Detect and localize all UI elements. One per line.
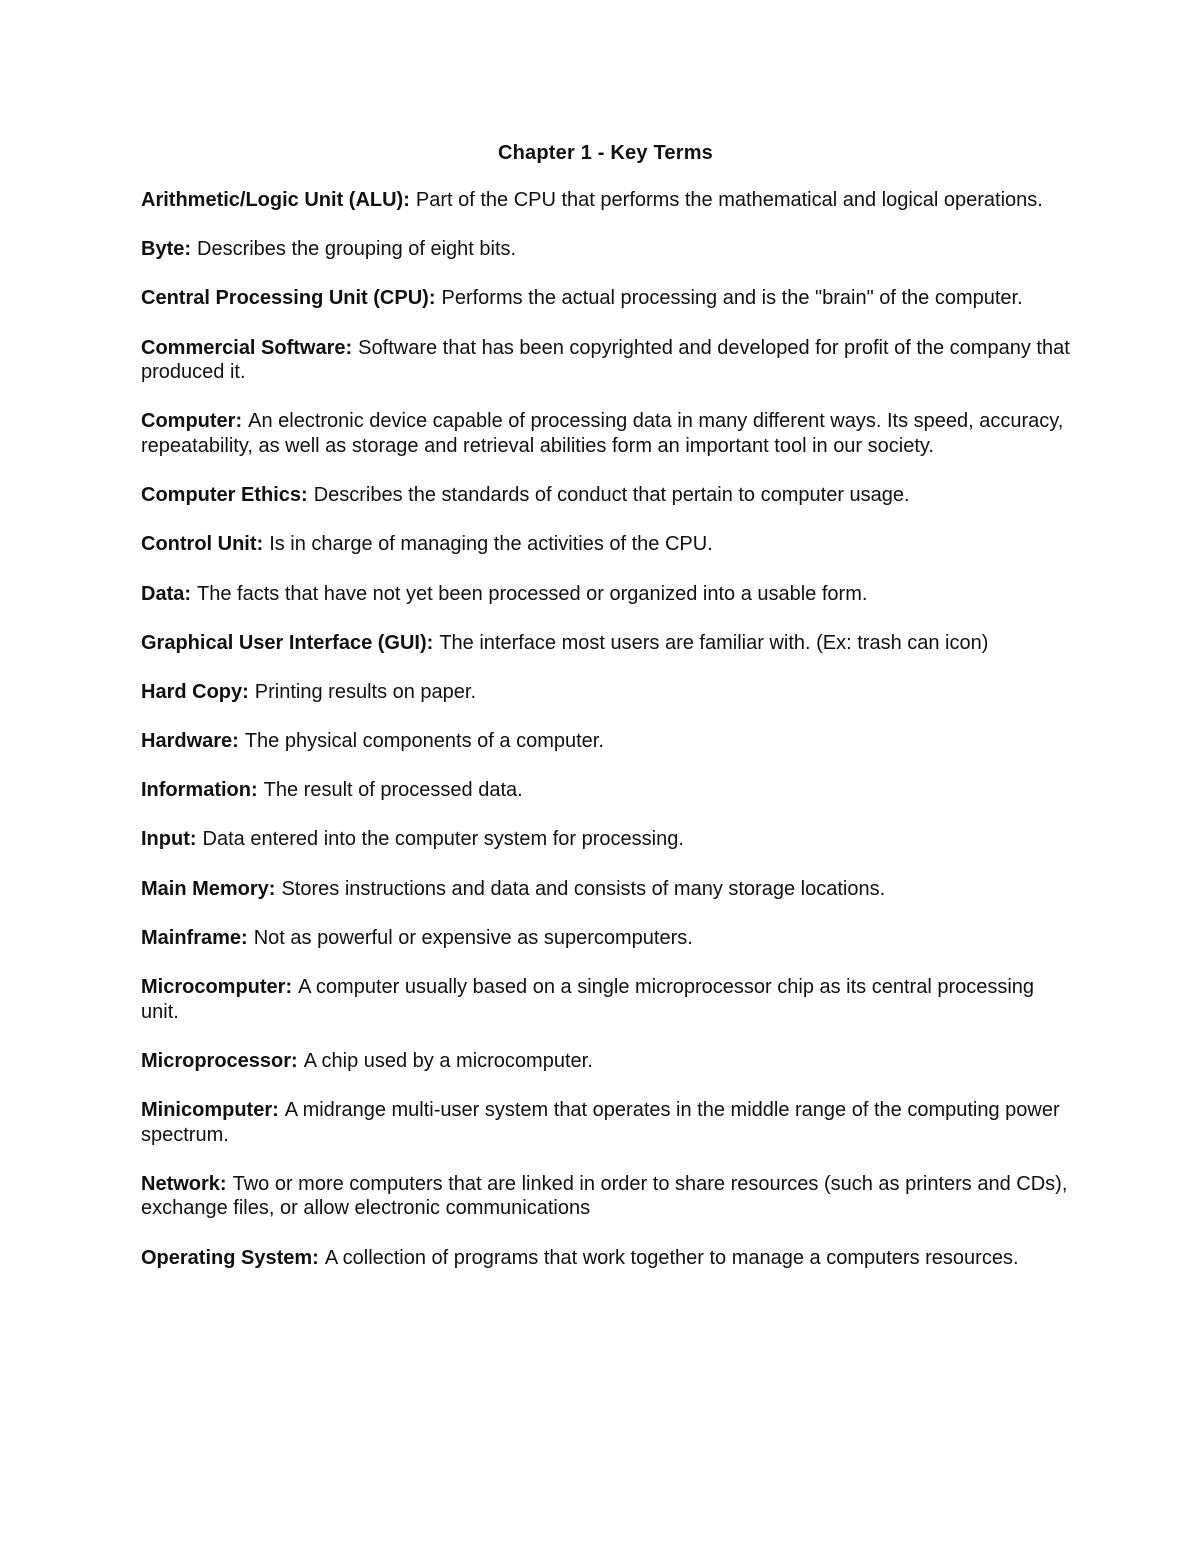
term-definition: The facts that have not yet been processed or organized into a usable form. — [197, 582, 868, 605]
term-entry — [141, 1246, 1070, 1271]
term-definition: Is in charge of managing the activities of the CPU. — [269, 533, 713, 556]
term-definition: A chip used by a microcomputer. — [303, 1049, 593, 1072]
term-name: Arithmetic/Logic Unit (ALU): — [141, 189, 410, 211]
term-entry — [141, 286, 1070, 311]
term-definition: Part of the CPU that performs the mathematical and logical operations. — [415, 189, 1043, 211]
term-entry — [141, 631, 1070, 656]
term-entry — [141, 237, 1070, 262]
term-entry — [141, 975, 1070, 1024]
term-name: Minicomputer: — [141, 1098, 279, 1121]
term-name: Commercial Software: — [141, 336, 353, 359]
term-name: Byte: — [141, 238, 192, 261]
term-definition: Software that has been copyrighted and developed for profit of the company that produced it. — [141, 336, 1070, 384]
term-name: Operating System: — [141, 1246, 319, 1269]
term-name: Microcomputer: — [141, 976, 293, 998]
term-name: Control Unit: — [141, 533, 264, 556]
term-name: Graphical User Interface (GUI): — [141, 631, 434, 654]
term-definition: Stores instructions and data and consists of many storage locations. — [281, 877, 886, 900]
term-entry — [141, 778, 1070, 803]
term-name: Hardware: — [141, 730, 239, 753]
term-definition: Data entered into the computer system for processing. — [202, 828, 684, 851]
term-name: Main Memory: — [141, 877, 276, 900]
term-definition: An electronic device capable of processing data in many different ways. Its speed, accuracy, repeatability, as well as storage and retrieval abilities form an important tool in our society. — [141, 410, 1064, 457]
term-name: Data: — [141, 582, 192, 605]
term-definition: The physical components of a computer. — [244, 730, 604, 753]
term-definition: Printing results on paper. — [254, 680, 477, 703]
term-name: Hard Copy: — [141, 680, 249, 703]
term-entry — [141, 582, 1070, 607]
term-name: Microprocessor: — [141, 1049, 298, 1072]
page-title: Chapter 1 - Key Terms — [497, 142, 713, 164]
term-entry — [141, 827, 1070, 852]
term-entry — [141, 926, 1070, 951]
term-name: Central Processing Unit (CPU): — [141, 287, 436, 310]
term-entry — [141, 409, 1070, 458]
term-entry — [141, 680, 1070, 705]
term-name: Computer Ethics: — [141, 484, 308, 507]
term-entry — [141, 877, 1070, 902]
term-definition: A midrange multi-user system that operates in the middle range of the computing power spectrum. — [141, 1098, 1060, 1146]
term-entry — [141, 483, 1070, 508]
term-definition: The result of processed data. — [263, 779, 523, 802]
term-definition: A collection of programs that work together to manage a computers resources. — [324, 1246, 1019, 1269]
term-name: Network: — [141, 1172, 227, 1195]
key-terms-list — [141, 188, 1070, 1270]
term-name: Input: — [141, 828, 197, 851]
term-definition: Describes the standards of conduct that pertain to computer usage. — [313, 484, 910, 507]
term-name: Mainframe: — [141, 926, 248, 949]
term-entry — [141, 729, 1070, 754]
term-definition: Describes the grouping of eight bits. — [197, 238, 517, 261]
term-entry — [141, 336, 1070, 385]
term-definition: Performs the actual processing and is the "brain" of the computer. — [441, 287, 1023, 310]
term-entry — [141, 188, 1070, 213]
term-definition: A computer usually based on a single microprocessor chip as its central processing unit. — [141, 976, 1035, 1023]
term-name: Information: — [141, 779, 258, 802]
term-definition: The interface most users are familiar with. (Ex: trash can icon) — [439, 631, 989, 654]
term-definition: Two or more computers that are linked in order to share resources (such as printers and CDs), exchange files, or allow electronic communications — [141, 1172, 1068, 1220]
term-name: Computer: — [141, 410, 243, 433]
term-entry — [141, 1172, 1070, 1221]
term-entry — [141, 1098, 1070, 1147]
term-definition: Not as powerful or expensive as supercomputers. — [253, 926, 693, 949]
term-entry — [141, 532, 1070, 557]
term-entry — [141, 1049, 1070, 1074]
